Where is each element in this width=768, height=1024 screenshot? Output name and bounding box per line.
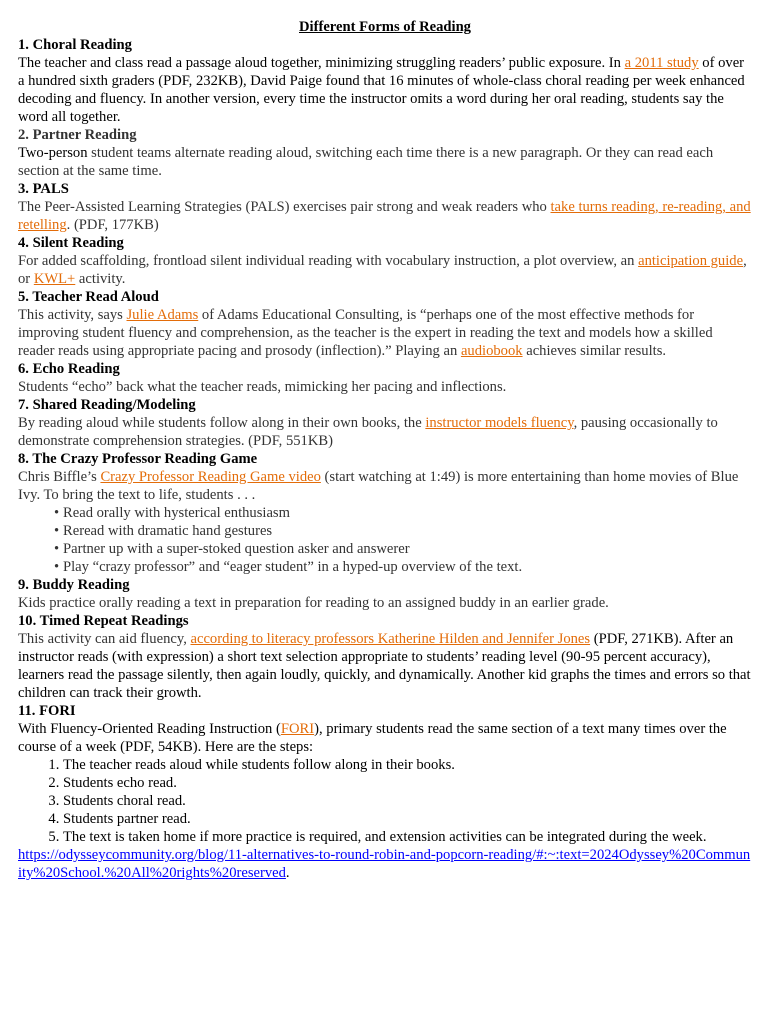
paragraph-choral-reading: [18, 54, 752, 126]
link-julie-adams[interactable]: Julie Adams: [126, 307, 199, 323]
list-item: • Read orally with hysterical enthusiasm: [54, 504, 752, 522]
link-anticipation-guide[interactable]: anticipation guide: [638, 253, 744, 269]
list-item: • Partner up with a super-stoked question asker and answerer: [54, 540, 752, 558]
heading-choral-reading: 1. Choral Reading: [18, 37, 132, 53]
paragraph-teacher-read-aloud: [18, 306, 752, 360]
text: (start watching at 1:49) is more entertaining than home movies of Blue Ivy. To bring the text to life, students . . .: [18, 469, 739, 503]
link-instructor-models-fluency[interactable]: instructor models fluency: [425, 415, 574, 431]
text: .: [285, 865, 290, 881]
heading-teacher-read-aloud: 5. Teacher Read Aloud: [18, 289, 159, 305]
list-item: 2. Students echo read.: [63, 774, 752, 792]
paragraph-echo-reading: Students “echo” back what the teacher reads, mimicking her pacing and inflections.: [18, 379, 507, 395]
paragraph-timed-repeat: [18, 630, 752, 702]
text: achieves similar results.: [522, 343, 667, 359]
text: Two-person: [18, 145, 88, 161]
link-fori[interactable]: FORI: [280, 721, 315, 737]
text: This activity, says: [18, 307, 127, 323]
numbered-list: [18, 756, 752, 846]
heading-echo-reading: 6. Echo Reading: [18, 361, 120, 377]
text: , or: [18, 253, 747, 287]
heading-crazy-professor: 8. The Crazy Professor Reading Game: [18, 451, 258, 467]
link-audiobook[interactable]: audiobook: [460, 343, 523, 359]
bullet-list: [18, 504, 752, 576]
paragraph-crazy-professor: [18, 468, 752, 504]
paragraph-pals: [18, 198, 752, 234]
text: of over a hundred sixth graders (PDF, 232KB), David Paige found that 16 minutes of whole-class choral reading per week enhanced decoding and fluency. In another version, every time the instructor omits a word during her oral reading, students say the word all together.: [18, 55, 745, 125]
text: ), primary students read the same section of a text many times over the course of a week (PDF, 54KB). Here are the steps:: [18, 721, 727, 755]
heading-partner-reading: 2. Partner Reading: [18, 127, 137, 143]
paragraph-shared-reading: [18, 414, 752, 450]
heading-timed-repeat: 10. Timed Repeat Readings: [18, 613, 189, 629]
text: By reading aloud while students follow along in their own books, the: [18, 415, 426, 431]
link-2011-study[interactable]: a 2011 study: [624, 55, 699, 71]
text: . (PDF, 177KB): [66, 217, 159, 233]
text: activity.: [75, 271, 126, 287]
list-item: • Reread with dramatic hand gestures: [54, 522, 752, 540]
link-take-turns-reading[interactable]: take turns reading, re-reading, and retelling: [18, 199, 751, 233]
heading-fori: 11. FORI: [18, 703, 76, 719]
text: The teacher and class read a passage aloud together, minimizing struggling readers’ public exposure. In: [18, 55, 625, 71]
paragraph-fori: [18, 720, 752, 756]
text: (PDF, 271KB). After an instructor reads (with expression) a short text selection appropriate to students’ reading level (90-95 percent accuracy), learners read the passage silently, then again loudly, quickly, and dynamically. Another kid graphs the times and errors so that children can track their growth.: [18, 631, 751, 701]
text: of Adams Educational Consulting, is “perhaps one of the most effective methods for improving student fluency and comprehension, as the teacher is the expert in reading the text and models how a skilled reader reads using appropriate pacing and prosody (inflection).” Playing an: [18, 307, 713, 359]
text: The Peer-Assisted Learning Strategies (PALS) exercises pair strong and weak readers who: [18, 199, 551, 215]
list-item: 3. Students choral read.: [63, 792, 752, 810]
link-literacy-professors[interactable]: according to literacy professors Katherine Hilden and Jennifer Jones: [190, 631, 591, 647]
heading-shared-reading: 7. Shared Reading/Modeling: [18, 397, 196, 413]
list-item: 5. The text is taken home if more practice is required, and extension activities can be integrated during the week.: [63, 828, 752, 846]
text: For added scaffolding, frontload silent individual reading with vocabulary instruction, a plot overview, an: [18, 253, 639, 269]
list-item: 1. The teacher reads aloud while students follow along in their books.: [63, 756, 752, 774]
page-title: Different Forms of Reading: [299, 19, 471, 35]
heading-pals: 3. PALS: [18, 181, 69, 197]
text: student teams alternate reading aloud, switching each time there is a new paragraph. Or they can read each section at the same time.: [18, 145, 714, 179]
heading-silent-reading: 4. Silent Reading: [18, 235, 124, 251]
paragraph-silent-reading: [18, 252, 752, 288]
paragraph-buddy-reading: Kids practice orally reading a text in preparation for reading to an assigned buddy in an earlier grade.: [18, 595, 609, 611]
link-crazy-professor-video[interactable]: Crazy Professor Reading Game video: [100, 469, 321, 485]
list-item: • Play “crazy professor” and “eager student” in a hyped-up overview of the text.: [54, 558, 752, 576]
text: Chris Biffle’s: [18, 469, 101, 485]
paragraph-partner-reading: [18, 144, 752, 180]
text: This activity can aid fluency,: [18, 631, 191, 647]
source-link[interactable]: https://odysseycommunity.org/blog/11-alternatives-to-round-robin-and-popcorn-reading/#:~:text=2024Odyssey%20Community%20School.%20All%20rights%20reserved: [18, 847, 751, 881]
list-item: 4. Students partner read.: [63, 810, 752, 828]
heading-buddy-reading: 9. Buddy Reading: [18, 577, 130, 593]
document-page: [18, 18, 752, 882]
source-line: [18, 846, 752, 882]
text: , pausing occasionally to demonstrate comprehension strategies. (PDF, 551KB): [18, 415, 718, 449]
link-kwl-plus[interactable]: KWL+: [33, 271, 76, 287]
text: With Fluency-Oriented Reading Instruction (: [18, 721, 281, 737]
